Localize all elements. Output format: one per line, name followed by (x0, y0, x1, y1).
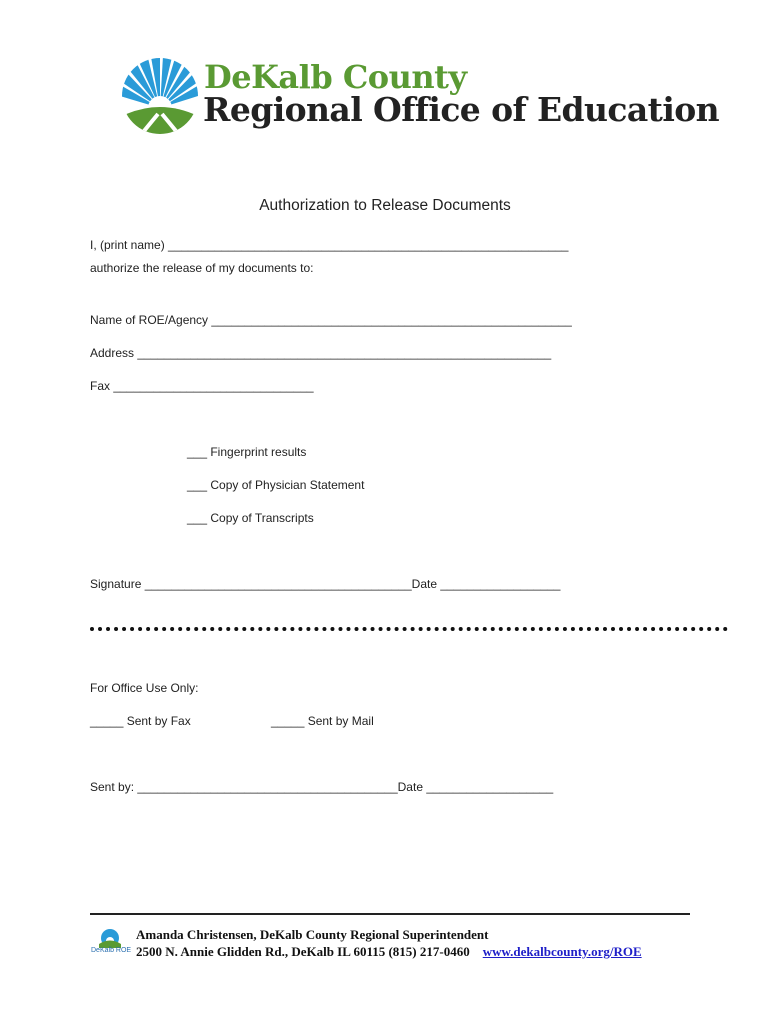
signature-date-line[interactable]: Signature ________________________________________Date __________________ (90, 577, 561, 591)
checklist-fingerprint-results[interactable]: ___ Fingerprint results (187, 445, 307, 459)
footer-sunburst-icon (91, 926, 129, 948)
sent-by-fax-field[interactable]: _____ Sent by Fax (90, 714, 191, 728)
sent-by-mail-field[interactable]: _____ Sent by Mail (271, 714, 374, 728)
agency-name-field[interactable]: Name of ROE/Agency ______________________________________________________ (90, 313, 572, 327)
logo-county-name: DeKalb County (204, 58, 467, 96)
authorize-text: authorize the release of my documents to: (90, 261, 314, 275)
print-name-line[interactable]: I, (print name) ____________________________________________________________ (90, 238, 569, 252)
footer-website-link[interactable]: www.dekalbcounty.org/ROE (482, 944, 642, 959)
logo-office-name: Regional Office of Education (203, 90, 720, 129)
checklist-physician-statement[interactable]: ___ Copy of Physician Statement (187, 478, 365, 492)
document-title: Authorization to Release Documents (259, 197, 511, 214)
dotted-separator (90, 627, 728, 631)
footer-logo (91, 926, 132, 958)
fax-field[interactable]: Fax ______________________________ (90, 379, 314, 393)
checklist-transcripts[interactable]: ___ Copy of Transcripts (187, 511, 314, 525)
footer-address: 2500 N. Annie Glidden Rd., DeKalb IL 60115 (815) 217-0460 www.dekalbcounty.org/ROE (136, 944, 642, 959)
footer-rule (90, 913, 690, 915)
office-use-heading: For Office Use Only: (90, 681, 199, 695)
address-field[interactable]: Address ______________________________________________________________ (90, 346, 552, 360)
footer-logo-label: DeKalb ROE (91, 947, 132, 954)
footer-superintendent: Amanda Christensen, DeKalb County Regional Superintendent (136, 927, 489, 942)
sent-by-date-line[interactable]: Sent by: _______________________________________Date ___________________ (90, 780, 554, 794)
sunburst-logo-icon (118, 56, 202, 134)
